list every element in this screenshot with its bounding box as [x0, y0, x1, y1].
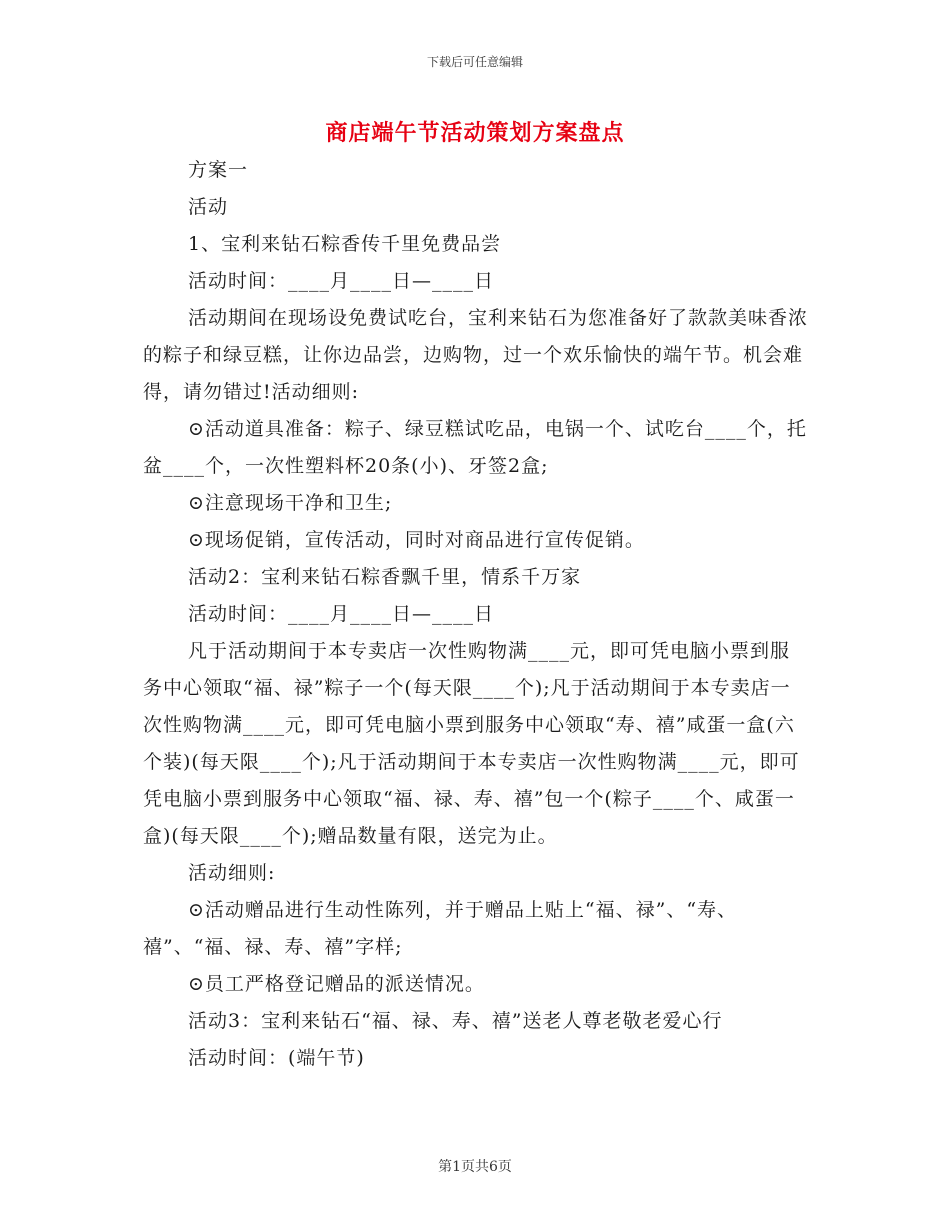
paragraph: 活动细则:: [188, 862, 276, 884]
document-title: 商店端午节活动策划方案盘点: [325, 120, 625, 146]
paragraph: 凡于活动期间于本专卖店一次性购物满____元，即可凭电脑小票到服务中心领取“福、禄”粽子一个(每天限____个);凡于活动期间于本专卖店一次性购物满____元，即可凭电脑小票到服务中心领取“寿、禧”咸蛋一盒(六个装)(每天限____个);凡于活动期间于本专卖店一次性购物满____元，即可凭电脑小票到服务中心领取“福、禄、寿、禧”包一个(粽子____个、咸蛋一盒)(每天限____个);赠品数量有限，送完为止。: [143, 640, 800, 847]
paragraph: ⊙活动赠品进行生动性陈列，并于赠品上贴上“福、禄”、“寿、禧”、“福、禄、寿、禧”字样;: [143, 899, 738, 958]
document-body: [143, 152, 809, 1077]
paragraph: 活动2：宝利来钻石粽香飘千里，情系千万家: [188, 566, 582, 588]
paragraph: 活动期间在现场设免费试吃台，宝利来钻石为您准备好了款款美味香浓的粽子和绿豆糕，让你边品尝，边购物，过一个欢乐愉快的端午节。机会难得，请勿错过!活动细则:: [143, 307, 809, 403]
paragraph: 1、宝利来钻石粽香传千里免费品尝: [188, 233, 502, 255]
paragraph: ⊙现场促销，宣传活动，同时对商品进行宣传促销。: [188, 529, 645, 551]
paragraph: 活动: [188, 196, 229, 218]
paragraph: 活动时间：____月____日—____日: [188, 603, 495, 625]
paragraph: ⊙员工严格登记赠品的派送情况。: [188, 973, 485, 995]
paragraph: ⊙活动道具准备：粽子、绿豆糕试吃品，电锅一个、试吃台____个，托盆____个，一次性塑料杯20条(小)、牙签2盒;: [143, 418, 807, 477]
paragraph: 活动3：宝利来钻石“福、禄、寿、禧”送老人尊老敬老爱心行: [188, 1010, 723, 1032]
header-note: 下载后可任意编辑: [426, 55, 523, 69]
paragraph: 活动时间：____月____日—____日: [188, 270, 495, 292]
page-footer: 第1页共6页: [438, 1159, 512, 1175]
paragraph: 活动时间：(端午节): [188, 1047, 365, 1069]
paragraph: ⊙注意现场干净和卫生;: [188, 492, 393, 514]
paragraph: 方案一: [188, 159, 249, 181]
